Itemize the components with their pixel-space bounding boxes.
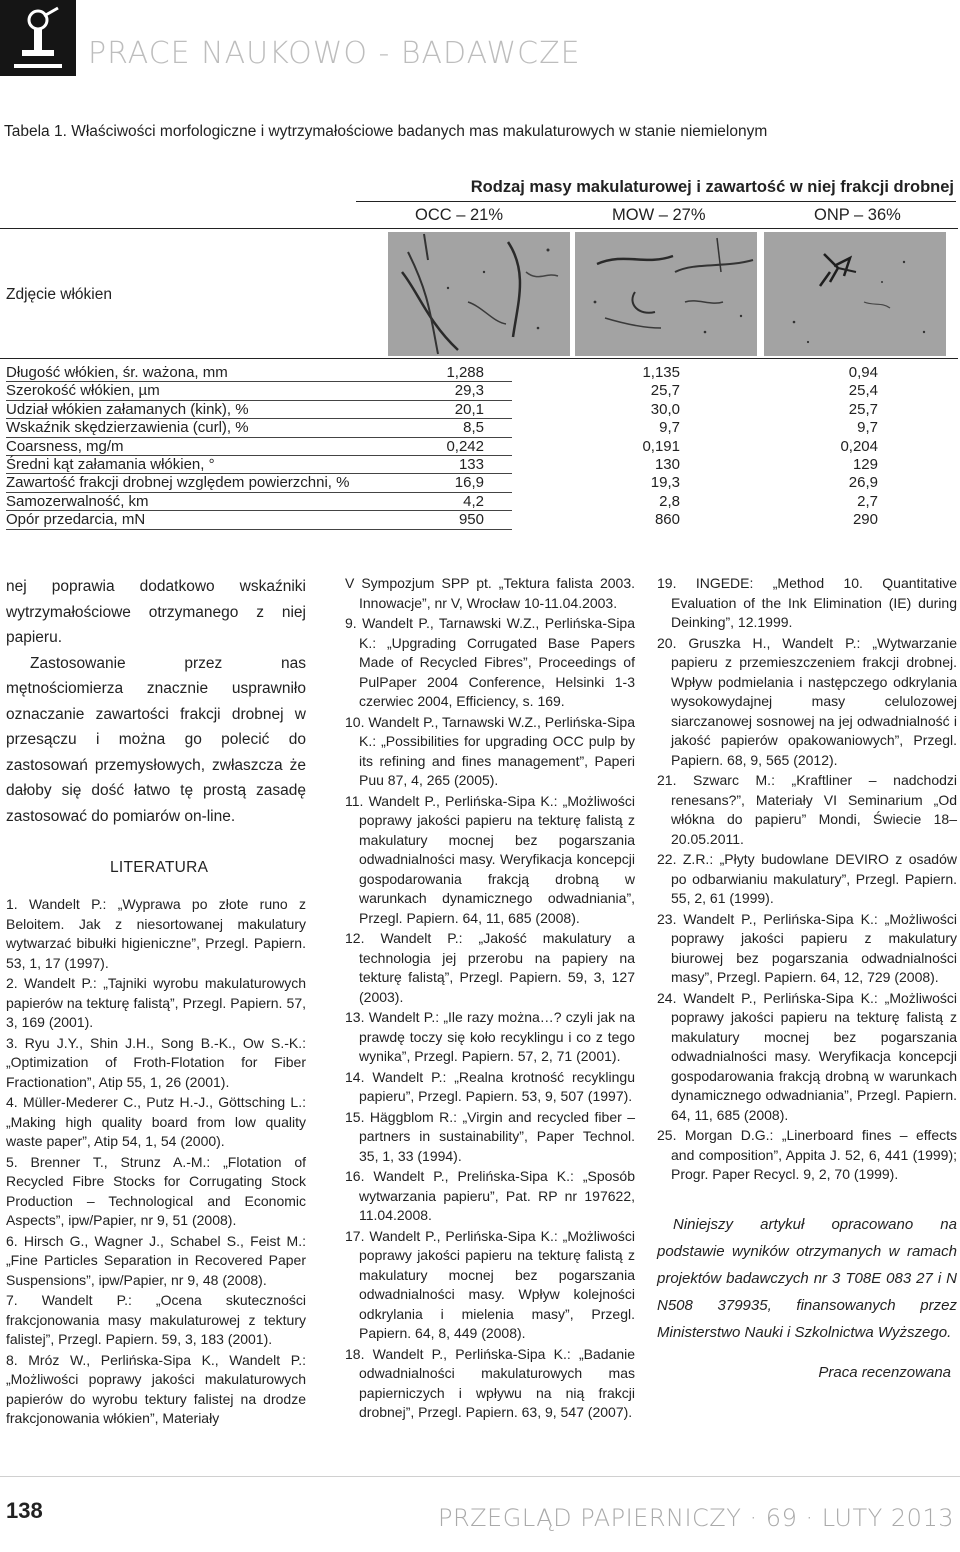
table-caption: Tabela 1. Właściwości morfologiczne i wytrzymałościowe badanych mas makulaturowych w stanie niemielonym [4,123,768,140]
property-value: 29,3 [454,382,484,400]
references-heading: LITERATURA [110,859,209,876]
property-value: 950 [458,511,484,529]
property-value: 129 [852,455,878,473]
property-name: Coarsness, mg/m [6,437,124,455]
footer-rule [0,1476,960,1477]
reference-item: V Sympozjum SPP pt. „Tektura falista 2003. Innowacje”, nr V, Wrocław 10-11.04.2003. [345,575,635,611]
row-rule [6,529,512,530]
property-value: 9,7 [857,419,878,437]
property-value: 9,7 [659,419,680,437]
reference-item: 4. Müller-Mederer C., Putz H.-J., Göttsching L.: „Making high quality board from low quality waste paper”, Atip 54, 1, 54 (2000). [6,1094,306,1149]
property-row [6,511,956,529]
property-name: Wskaźnik skędzierzawienia (curl), % [6,419,249,437]
property-value: 0,204 [840,437,878,455]
property-value: 19,3 [650,474,680,492]
property-value: 26,9 [848,474,878,492]
page-number: 138 [6,1498,43,1523]
property-name: Opór przedarcia, mN [6,511,146,529]
journal-footer: PRZEGLĄD PAPIERNICZY · 69 · LUTY 2013 [437,1504,954,1532]
text-column-3 [657,574,957,1381]
property-value: 2,8 [659,492,680,510]
property-name: Zawartość frakcji drobnej względem powierzchni, % [6,474,350,492]
property-value: 0,242 [446,437,484,455]
photo-row-rule [0,358,958,359]
reference-item: 23. Wandelt P., Perlińska-Sipa K.: „Możliwości poprawy jakości papieru z makulatury biurowej bez pogarszania odwadnialności masy”, Przegl. Papiern. 64, 12, 729 (2008). [657,910,957,985]
property-name: Średni kąt załamania włókien, ° [6,455,215,473]
reference-item: 14. Wandelt P.: „Realna krotność recyklingu papieru”, Przegl. Papiern. 53, 9, 507 (1997). [345,1068,635,1104]
property-row [6,382,956,400]
reference-item: 9. Wandelt P., Tarnawski W.Z., Perlińska-Sipa K.: „Upgrading Corrugated Base Papers Made of Recycled Fibres”, Proceedings of PulPaper 2004 Conference, Helsinki 1-3 czerwiec 2004, Efficiency, s. 169. [345,615,635,709]
references-list-2 [345,574,635,1423]
reference-item: 2. Wandelt P.: „Tajniki wyrobu makulaturowych papierów na tekturę falistą”, Przegl. Papiern. 57, 3, 169 (2001). [6,975,306,1030]
properties-table [6,364,956,530]
property-name: Udział włókien załamanych (kink), % [6,400,249,418]
property-row [6,419,956,437]
reference-item: 20. Gruszka H., Wandelt P.: „Wytwarzanie papieru z przemieszczeniem frakcji drobnej. Wpływ podmielania i następczego odkrylania wysokowydajnej masy celulozowej siarczanowej sosnowej na jej odwadnialność i jakość papierów opakowaniowych”, Przegl. Papiern. 68, 9, 565 (2012). [657,634,957,768]
reference-item: 10. Wandelt P., Tarnawski W.Z., Perlińska-Sipa K.: „Possibilities for upgrading OCC pulp by its refining and fines management”, Paperi Puu 87, 4, 265 (2005). [345,713,635,788]
column-header-mow: MOW – 27% [612,206,706,224]
property-value: 1,135 [642,364,680,381]
reference-item: 15. Häggblom R.: „Virgin and recycled fiber – partners in sustainability”, Paper Technol. 35, 1, 33 (1994). [345,1108,635,1164]
intro-paragraph-2: Zastosowanie przez nas mętnościomierza znacznie usprawniło oznaczanie zawartości frakcji drobnej w przesączu i można go polecić do zastosowań przemysłowych, zwłaszcza że dałoby się dość łatwo tę prostą zasadę zastosować do pomiarów on-line. [6,654,306,825]
photo-row-label: Zdjęcie włókien [6,286,112,303]
reference-item: 25. Morgan D.G.: „Linerboard fines – effects and composition”, Appita J. 52, 6, 441 (1999); Progr. Paper Recycl. 9, 2, 70 (1999). [657,1127,957,1182]
microscope-icon [0,0,76,76]
property-value: 860 [654,511,680,529]
reference-item: 24. Wandelt P., Perlińska-Sipa K.: „Możliwości poprawy jakości papieru na tekturę falistą z makulatury mocnej bez pogarszania odwadnialności masy. Weryfikacja koncepcji gospodarowania frakcją drobną w warunkach dynamicznego odwadniania”, Przegl. Papiern. 64, 11, 685 (2008). [657,989,957,1123]
references-list-3 [657,574,957,1185]
property-value: 25,4 [848,382,878,400]
property-value: 25,7 [650,382,680,400]
journal-logo [0,0,76,76]
text-column-2 [345,574,635,1424]
reviewed-note: Praca recenzowana [818,1363,951,1381]
property-value: 8,5 [463,419,484,437]
fiber-photo-mow [575,232,757,356]
reference-item: 21. Szwarc M.: „Kraftliner – nadchodzi renesans?”, Materiały VI Seminarium „Od włókna do papieru” Mondi, Świecie 18–20.05.2011. [657,772,957,847]
table-group-header: Rodzaj masy makulaturowej i zawartość w niej frakcji drobnej [470,178,954,196]
property-row [6,493,956,511]
reference-item: 5. Brenner T., Strunz A.-M.: „Flotation of Recycled Fibre Stocks for Corrugating Stock Production – Technological and Economic Aspects”, ipw/Papier, nr 9, 51 (2008). [6,1153,306,1228]
funding-note: Niniejszy artykuł opracowano na podstawie wyników otrzymanych w ramach projektów badawczych nr 3 T08E 083 27 i N N508 379935, finansowanych przez Ministerstwo Nauki i Szkolnictwa Wyższego. [657,1215,957,1341]
references-list-1 [6,895,306,1429]
reference-item: 8. Mróz W., Perlińska-Sipa K., Wandelt P.: „Możliwości poprawy jakości makulaturowych papierów do wyrobu tektury falistej na drodze frakcjonowania włókien”, Materiały [6,1351,306,1426]
reference-item: 7. Wandelt P.: „Ocena skuteczności frakcjonowania masy makulaturowej z tektury falistej”, Przegl. Papiern. 59, 3, 183 (2001). [6,1292,306,1347]
property-name: Długość włókien, śr. ważona, mm [6,364,228,381]
property-value: 30,0 [650,400,680,418]
property-value: 4,2 [463,492,484,510]
reference-item: 3. Ryu J.Y., Shin J.H., Song B.-K., Ow S.-K.: „Optimization of Froth-Flotation for Fiber Fractionation”, Atip 55, 1, 26 (2001). [6,1034,306,1090]
reference-item: 6. Hirsch G., Wagner J., Schabel S., Feist M.: „Fine Particles Separation in Recovered Paper Suspensions”, ipw/Papier, nr 9, 48 (2008). [6,1232,306,1288]
property-value: 133 [458,455,484,473]
property-value: 2,7 [857,492,878,510]
property-value: 130 [654,455,680,473]
property-value: 290 [852,511,878,529]
reference-item: 19. INGEDE: „Method 10. Quantitative Evaluation of the Ink Elimination (IE) during Deinking”, 12.1999. [657,575,957,630]
section-title: PRACE NAUKOWO - BADAWCZE [88,36,581,71]
reference-item: 22. Z.R.: „Płyty budowlane DEVIRO z osadów po odbarwianiu makulatury”, Przegl. Papiern. 55, 2, 61 (1999). [657,851,957,906]
column-header-occ: OCC – 21% [415,206,504,224]
property-row [6,364,956,382]
property-value: 25,7 [848,400,878,418]
property-row [6,456,956,474]
fiber-photo-onp [764,232,946,356]
property-name: Szerokość włókien, µm [6,382,160,400]
reference-item: 18. Wandelt P., Perlińska-Sipa K.: „Badanie odwadnialności makulaturowych mas papierniczych i wpływu na nią frakcji drobnej”, Przegl. Papiern. 63, 9, 547 (2007). [345,1345,635,1420]
property-value: 20,1 [454,400,484,418]
table-top-rule [0,228,958,229]
reference-item: 1. Wandelt P.: „Wyprawa po złote runo z Beloitem. Jak z niesortowanej makulatury wytwarzać bibułki higieniczne”, Przegl. Papiern. 53, 1, 17 (1997). [6,896,306,971]
reference-item: 16. Wandelt P., Prelińska-Sipa K.: „Sposób wytwarzania papieru”, Pat. RP nr 197622, 11.04.2008. [345,1168,635,1223]
column-header-onp: ONP – 36% [814,206,901,224]
property-value: 0,94 [848,364,878,381]
intro-paragraph-1: nej poprawia dodatkowo wskaźniki wytrzymałościowe otrzymanego z niej papieru. [6,578,306,646]
text-column-1 [6,574,306,1430]
fiber-photo-occ [388,232,570,356]
property-value: 16,9 [454,474,484,492]
property-name: Samozerwalność, km [6,492,149,510]
reference-item: 13. Wandelt P.: „Ile razy można…? czyli jak na prawdę toczy się koło recyklingu i co z tego wynika”, Przegl. Papiern. 57, 2, 71 (2001). [345,1009,635,1064]
property-row [6,474,956,492]
property-value: 0,191 [642,437,680,455]
property-value: 1,288 [446,364,484,381]
group-header-rule [356,201,956,202]
property-row [6,401,956,419]
reference-item: 11. Wandelt P., Perlińska-Sipa K.: „Możliwości poprawy jakości papieru na tekturę falistą z makulatury mocnej bez pogarszania odwadnialności masy. Weryfikacja koncepcji gospodarowania frakcją drobną w warunkach dynamicznego odwadniania”, Przegl. Papiern. 64, 11, 685 (2008). [345,792,635,926]
reference-item: 12. Wandelt P.: „Jakość makulatury a technologia jej przerobu na papiery na tekturę falistą”, Przegl. Papiern. 59, 3, 127 (2003). [345,930,635,1005]
reference-item: 17. Wandelt P., Perlińska-Sipa K.: „Możliwości poprawy jakości papieru na tekturę falistą z makulatury mocnej bez pogarszania odwadnialności masy. Wpływ kolejności odkrylania i mielenia masy”, Przegl. Papiern. 64, 8, 449 (2008). [345,1227,635,1341]
property-row [6,438,956,456]
